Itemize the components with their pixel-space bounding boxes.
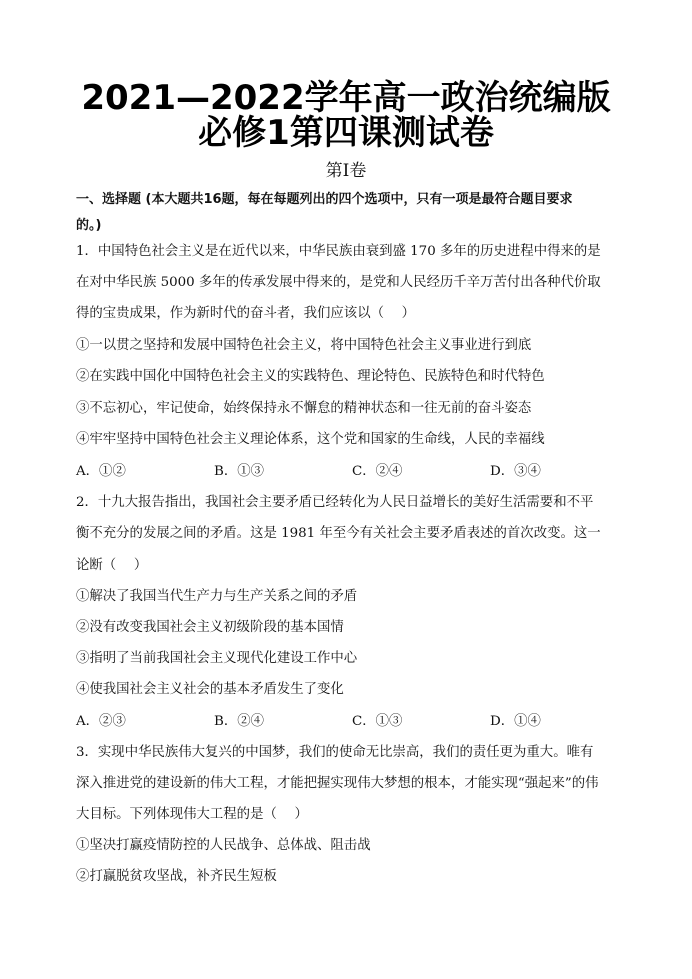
q2-item-4: ④使我国社会主义社会的基本矛盾发生了变化	[76, 682, 344, 697]
document-title-line2: 必修1第四课测试卷	[198, 113, 494, 153]
q2-stem-line2: 衡不充分的发展之间的矛盾。这是 1981 年至今有关社会主要矛盾表述的首次改变。这一	[76, 526, 601, 541]
section-heading-line1: 一、选择题 (本大题共16题，每在每题列出的四个选项中，只有一项是最符合题目要求	[76, 192, 573, 207]
q3-item-1: ①坚决打赢疫情防控的人民战争、总体战、阻击战	[76, 838, 371, 853]
section-heading-line2: 的。)	[76, 218, 102, 233]
q2-option-b[interactable]: B．②④	[214, 714, 265, 729]
q1-item-3: ③不忘初心，牢记使命，始终保持永不懈怠的精神状态和一往无前的奋斗姿态	[76, 401, 532, 416]
q2-stem-line3: 论断（ ）	[76, 558, 148, 573]
q2-option-d[interactable]: D．①④	[490, 714, 541, 729]
q3-stem-line3: 大目标。下列体现伟大工程的是（ ）	[76, 807, 308, 822]
q2-item-2: ②没有改变我国社会主义初级阶段的基本国情	[76, 620, 344, 635]
q1-stem-line1: 1．中国特色社会主义是在近代以来，中华民族由衰到盛 170 多年的历史进程中得来的是	[76, 244, 601, 259]
q3-stem-line2: 深入推进党的建设新的伟大工程，才能把握实现伟大梦想的根本，才能实现“强起来”的伟	[76, 776, 599, 791]
q2-item-3: ③指明了当前我国社会主义现代化建设工作中心	[76, 651, 358, 666]
q2-stem-line1: 2．十九大报告指出，我国社会主要矛盾已经转化为人民日益增长的美好生活需要和不平	[76, 495, 594, 510]
q2-item-1: ①解决了我国当代生产力与生产关系之间的矛盾	[76, 589, 358, 604]
q1-stem-line2: 在对中华民族 5000 多年的传承发展中得来的，是党和人民经历千辛万苦付出各种代价取	[76, 275, 601, 290]
q3-stem-line1: 3．实现中华民族伟大复兴的中国梦，我们的使命无比崇高，我们的责任更为重大。唯有	[76, 745, 594, 760]
q2-option-c[interactable]: C．①③	[352, 714, 403, 729]
q3-item-2: ②打赢脱贫攻坚战，补齐民生短板	[76, 869, 277, 884]
q1-option-c[interactable]: C．②④	[352, 464, 403, 479]
q1-option-a[interactable]: A．①②	[76, 464, 126, 479]
q1-item-4: ④牢牢坚持中国特色社会主义理论体系，这个党和国家的生命线，人民的幸福线	[76, 432, 545, 447]
q1-stem-line3: 得的宝贵成果，作为新时代的奋斗者，我们应该以（ ）	[76, 306, 416, 321]
q1-option-d[interactable]: D．③④	[490, 464, 541, 479]
volume-label: 第Ⅰ卷	[325, 161, 367, 181]
q2-option-a[interactable]: A．②③	[76, 714, 126, 729]
q1-item-1: ①一以贯之坚持和发展中国特色社会主义，将中国特色社会主义事业进行到底	[76, 338, 532, 353]
q1-option-b[interactable]: B．①③	[214, 464, 265, 479]
q1-item-2: ②在实践中国化中国特色社会主义的实践特色、理论特色、民族特色和时代特色	[76, 369, 545, 384]
document-title-line1: 2021—2022学年高一政治统编版	[81, 78, 611, 118]
